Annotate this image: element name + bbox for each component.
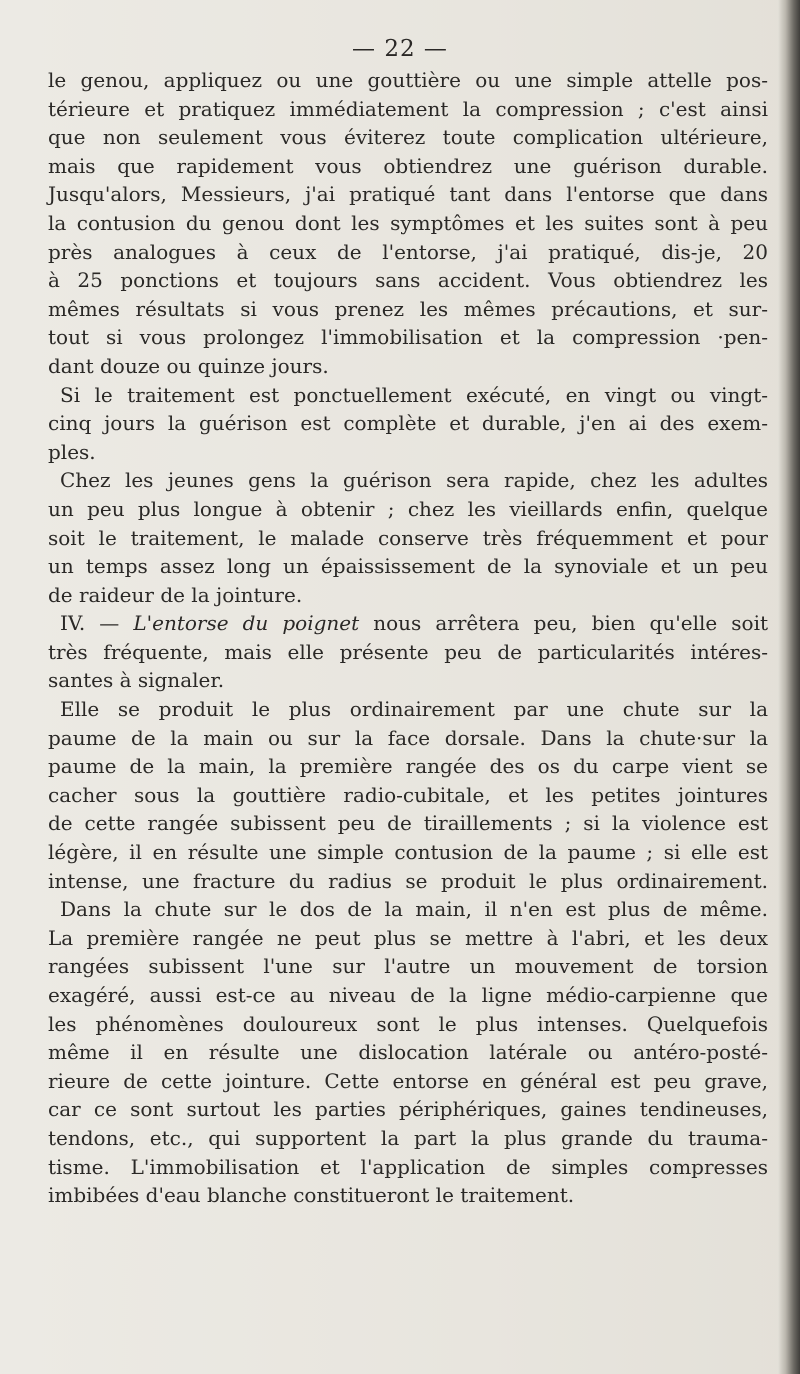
text-line: exagéré, aussi est-ce au niveau de la ligne médio-carpienne que — [48, 983, 768, 1007]
text-line: ples. — [48, 439, 96, 464]
body-text — [48, 66, 768, 1210]
text-line: Jusqu'alors, Messieurs, j'ai pratiqué tant dans l'entorse que dans — [48, 182, 768, 207]
text-line: les phénomènes douloureux sont le plus intenses. Quelquefois — [48, 1011, 768, 1036]
page-edge-shadow — [778, 0, 800, 1374]
text-line — [48, 609, 768, 638]
text-line: car ce sont surtout les parties périphériques, gaines tendineuses, — [48, 1097, 768, 1122]
text-line: térieure et pratiquez immédiatement la compression ; c'est ainsi — [48, 96, 768, 121]
text-line: santes à signaler. — [48, 668, 225, 693]
text-segment: IV. — — [60, 611, 134, 636]
text-line: très fréquente, mais elle présente peu de particularités intéres- — [48, 639, 768, 664]
text-line: légère, il en résulte une simple contusion de la paume ; si elle est — [48, 840, 768, 865]
text-line: mêmes résultats si vous prenez les mêmes précautions, et sur- — [48, 296, 768, 321]
text-line: même il en résulte une dislocation latérale ou antéro-posté- — [48, 1040, 768, 1065]
text-line: dant douze ou quinze jours. — [48, 353, 329, 378]
text-line: soit le traitement, le malade conserve très fréquemment et pour — [48, 525, 768, 550]
text-line: de cette rangée subissent peu de tiraillements ; si la violence est — [48, 811, 768, 836]
text-line: rieure de cette jointure. Cette entorse en général est peu grave, — [48, 1068, 768, 1093]
text-line: Elle se produit le plus ordinairement par une chute sur la — [60, 697, 768, 722]
text-line: tout si vous prolongez l'immobilisation et la compression ·pen- — [48, 325, 768, 350]
text-line: Dans la chute sur le dos de la main, il n'en est plus de même. — [60, 897, 768, 922]
text-line: Si le traitement est ponctuellement exécuté, en vingt ou vingt- — [60, 382, 768, 407]
text-line: tisme. L'immobilisation et l'application de simples compresses — [48, 1154, 768, 1179]
text-line: tendons, etc., qui supportent la part la plus grande du trauma- — [48, 1125, 768, 1150]
text-line: imbibées d'eau blanche constitueront le traitement. — [48, 1183, 575, 1208]
text-line: Chez les jeunes gens la guérison sera rapide, chez les adultes — [60, 468, 768, 493]
text-line: un temps assez long un épaississement de la synoviale et un peu — [48, 554, 768, 579]
text-line: le genou, appliquez ou une gouttière ou une simple attelle pos- — [48, 68, 768, 92]
italic-title: L'entorse du poignet — [133, 611, 360, 636]
text-line: intense, une fracture du radius se produit le plus ordinairement. — [48, 868, 768, 893]
text-line: à 25 ponctions et toujours sans accident. Vous obtiendrez les — [48, 268, 768, 293]
text-segment: nous arrêtera peu, bien qu'elle soit — [359, 611, 768, 636]
text-line: près analogues à ceux de l'entorse, j'ai pratiqué, dis-je, 20 — [48, 239, 768, 264]
text-line: paume de la main, la première rangée des os du carpe vient se — [48, 754, 768, 779]
text-line: paume de la main ou sur la face dorsale. Dans la chute·sur la — [48, 725, 768, 750]
text-line: la contusion du genou dont les symptômes et les suites sont à peu — [48, 210, 768, 235]
text-line: rangées subissent l'une sur l'autre un mouvement de torsion — [48, 954, 768, 979]
text-line: que non seulement vous éviterez toute complication ultérieure, — [48, 125, 768, 150]
text-line: cinq jours la guérison est complète et durable, j'en ai des exem- — [48, 411, 768, 436]
text-line: La première rangée ne peut plus se mettre à l'abri, et les deux — [48, 925, 768, 950]
text-line: cacher sous la gouttière radio-cubitale, et les petites jointures — [48, 782, 768, 807]
page-number: — 22 — — [352, 36, 448, 62]
text-line: de raideur de la jointure. — [48, 582, 303, 607]
text-line: mais que rapidement vous obtiendrez une guérison durable. — [48, 153, 768, 178]
text-line: un peu plus longue à obtenir ; chez les vieillards enfin, quelque — [48, 496, 768, 521]
